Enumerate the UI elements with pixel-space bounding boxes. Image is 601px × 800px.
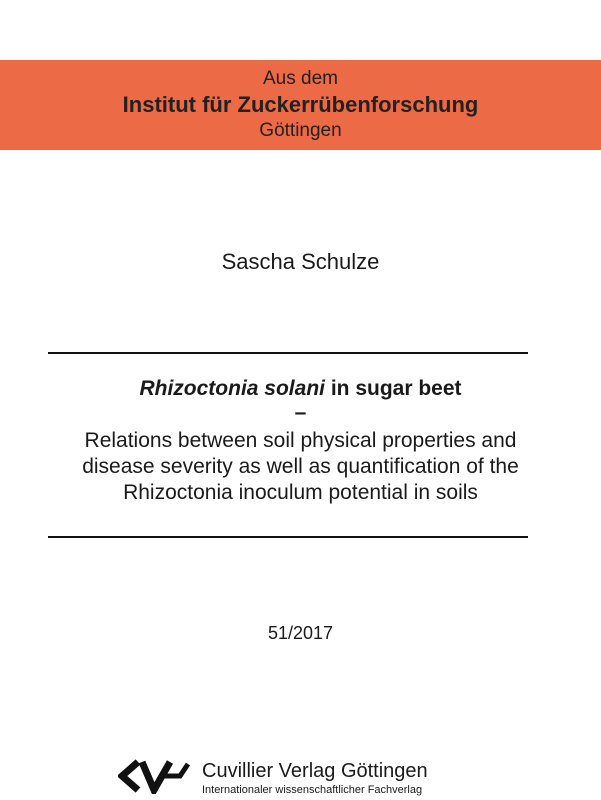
title-dash: – <box>294 401 307 424</box>
subtitle-line: Relations between soil physical properties and <box>84 429 517 452</box>
institute-banner <box>0 60 601 150</box>
title-main <box>0 376 601 402</box>
banner-city: Göttingen <box>259 120 342 141</box>
banner-prefix: Aus dem <box>263 68 338 89</box>
title-rule-top <box>48 352 528 354</box>
title-rule-bottom <box>48 536 528 538</box>
publisher-name: Cuvillier Verlag Göttingen <box>202 760 428 782</box>
subtitle-line: Rhizoctonia inoculum potential in soils <box>123 481 478 504</box>
cuvillier-logo-icon <box>118 758 190 794</box>
publisher-tagline: Internationaler wissenschaftlicher Fachverlag <box>202 784 423 796</box>
title-rest: in sugar beet <box>324 377 462 400</box>
publisher-block <box>118 752 478 800</box>
subtitle-line: disease severity as well as quantification of the <box>82 455 519 478</box>
author-name: Sascha Schulze <box>221 249 380 274</box>
book-title <box>0 376 601 506</box>
institute-name: Institut für Zuckerrübenforschung <box>122 92 479 117</box>
title-italic-part: Rhizoctonia solani <box>139 377 325 400</box>
series-number: 51/2017 <box>267 623 334 643</box>
title-subtitle <box>0 428 601 506</box>
